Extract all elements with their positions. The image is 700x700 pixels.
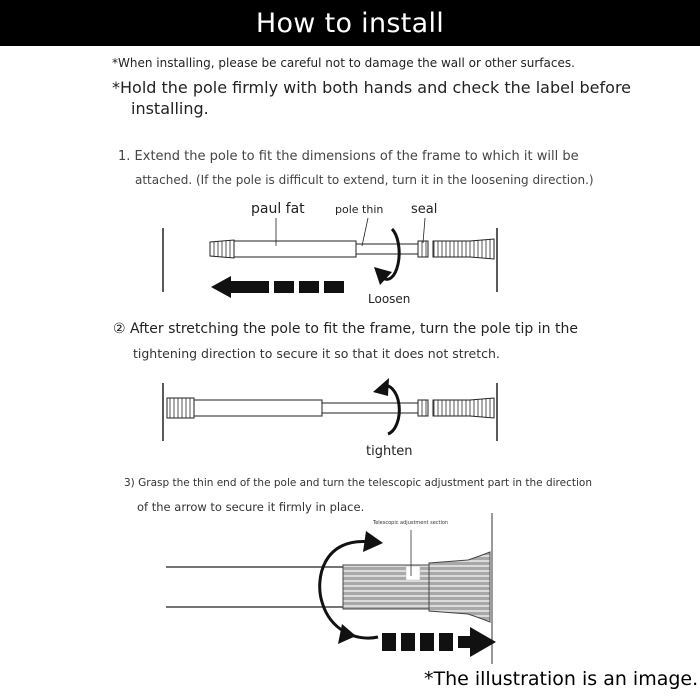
step1-diagram <box>163 218 497 298</box>
seal-ring <box>418 241 428 257</box>
step2-text-line2: tightening direction to secure it so that it does not stretch. <box>133 346 500 361</box>
seal-ring <box>418 400 428 416</box>
footer-note: *The illustration is an image. <box>424 668 699 690</box>
fat-pole <box>234 241 356 257</box>
tighten-label: tighten <box>366 444 413 459</box>
extend-left-arrow <box>211 276 344 298</box>
thin-pole <box>322 403 418 413</box>
step2-diagram <box>163 378 497 441</box>
step1-text-line1: 1. Extend the pole to fit the dimensions of the frame to which it will be <box>118 149 579 164</box>
pole-end-cap <box>429 552 490 622</box>
hold-note-line2: installing. <box>131 99 209 118</box>
thin-pole <box>356 244 418 254</box>
step3-text-line1: 3) Grasp the thin end of the pole and turn the telescopic adjustment part in the direction <box>124 477 592 489</box>
thin-pole-label: pole thin <box>335 203 384 216</box>
fat-pole <box>194 400 322 416</box>
step2-text-line1: ② After stretching the pole to fit the frame, turn the pole tip in the <box>113 321 578 337</box>
left-end-cap <box>210 240 234 258</box>
loosen-label: Loosen <box>368 292 411 306</box>
step3-text-line2: of the arrow to secure it firmly in place. <box>137 500 365 514</box>
right-end-cap <box>433 239 494 259</box>
step1-text-line2: attached. (If the pole is difficult to extend, turn it in the loosening direction.) <box>135 173 594 187</box>
caution-note: *When installing, please be careful not to damage the wall or other surfaces. <box>112 56 575 70</box>
fat-pole-label: paul fat <box>251 201 305 217</box>
right-end-cap <box>433 398 494 418</box>
left-end-cap <box>167 398 194 418</box>
push-right-arrow <box>382 627 496 657</box>
hold-note-line1: *Hold the pole firmly with both hands and check the label before <box>112 78 632 97</box>
step3-diagram <box>166 513 496 664</box>
telescopic-section-label: Telescopic adjustment section <box>373 520 449 526</box>
page-title: How to install <box>255 7 445 39</box>
seal-label: seal <box>411 202 438 217</box>
